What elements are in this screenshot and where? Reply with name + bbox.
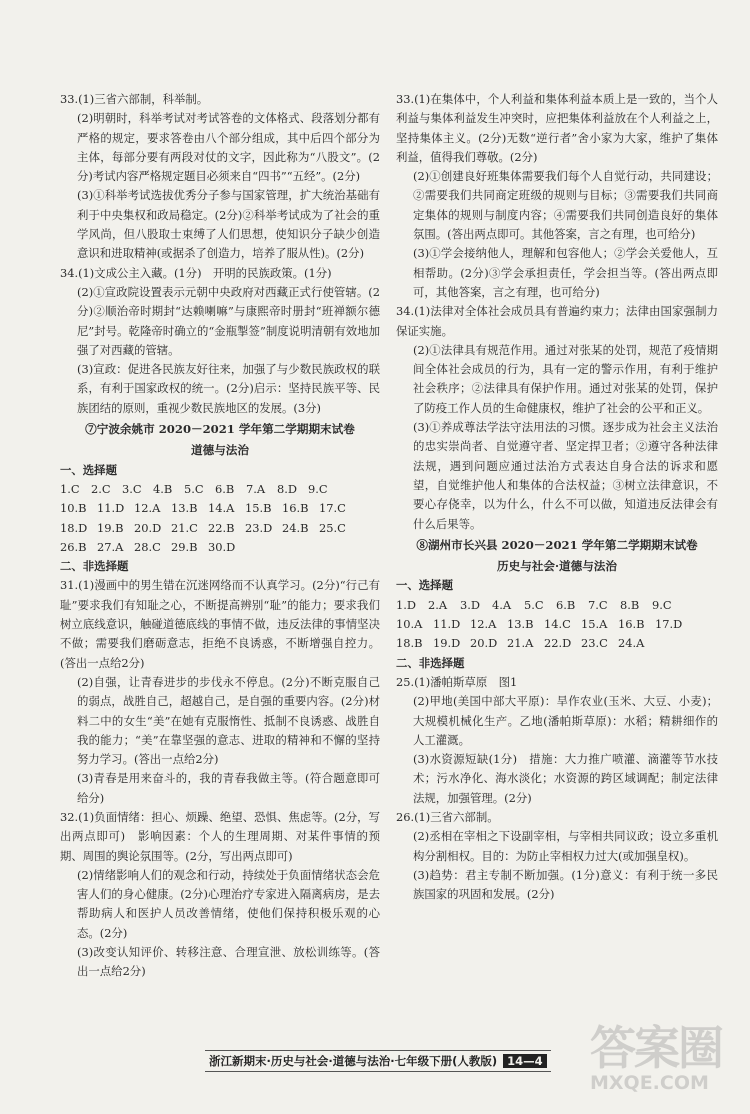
- mc-answer: 21.A: [507, 636, 534, 651]
- q25-part1: 25.(1)潘帕斯草原 图1: [396, 674, 518, 689]
- r-q33-part1: 33.(1)在集体中，个人利益和集体利益本质上是一致的，当个人利益与集体利益发生冲突时，应把集体利益放在个人利益之上，坚持集体主义。(2分)无数“逆行者”舍小家为大家，维护了集体利益，值得我们尊敬。(2分): [396, 92, 718, 164]
- watermark-url: MXQE.COM: [590, 1072, 709, 1094]
- mc-row: [396, 634, 718, 653]
- right-column: [396, 90, 718, 904]
- mc-answer: 8.D: [277, 481, 298, 496]
- watermark-logo: [590, 1012, 740, 1107]
- q25-part2: (2)甲地(美国中部大平原)：旱作农业(玉米、大豆、小麦)；大规模机械化生产。乙地(潘帕斯草原)：水稻；精耕细作的人工灌溉。: [413, 694, 718, 747]
- r-section-open-heading: 二、非选择题: [396, 655, 465, 670]
- q31-part2: (2)自强，让青春进步的步伐永不停息。(2分)不断克服自己的弱点，战胜自己，超越自己，是自强的重要内容。(2分)材料二中的女生“美”在她有克服惰性、抵制不良诱惑、战胜自我的能力；“美”在靠坚强的意志、进取的精神和不懈的坚持努力学习。(答出一点给2分): [77, 674, 380, 767]
- q32-part1: 32.(1)负面情绪：担心、烦躁、绝望、恐惧、焦虑等。(2分，写出两点即可) 影响因素：个人的生理周期、对某件事情的预期、周围的舆论氛围等。(2分，写出两点即可): [60, 809, 380, 863]
- mc-answer: 5.C: [184, 481, 204, 496]
- exam-title-yuyao: ⑦宁波余姚市 2020－2021 学年第二学期期末试卷: [85, 422, 355, 437]
- q31-part1: 31.(1)漫画中的男生错在沉迷网络而不认真学习。(2分)“行己有耻”要求我们有知耻之心，不断提高辨别“耻”的能力；要求我们树立底线意识，触碰道德底线的事情不做，违反法律的事情坚决不做；需要我们磨砺意志，拒绝不良诱惑，不断增强自控力。(答出一点给2分): [60, 578, 380, 670]
- mc-answer: 14.C: [544, 617, 571, 632]
- left-column: [60, 90, 380, 982]
- page-footer: [205, 1050, 551, 1072]
- r-q34-part2: (2)①法律具有规范作用。通过对张某的处罚，规范了疫情期间全体社会成员的行为，具有一定的警示作用，有利于维护社会秩序；②法律具有保护作用。通过对张某的处罚，保护了防疫工作人员的生命健康权，维护了社会的公平和正义。: [413, 342, 718, 415]
- r-q34-part3: (3)①养成尊法学法守法用法的习惯。逐步成为社会主义法治的忠实崇尚者、自觉遵守者、坚定捍卫者；②遵守各种法律法规，遇到问题应通过法治方式表达自身合法的诉求和愿望，自觉维护他人和集体的合法权益；③树立法律意识，不要心存侥幸，以为什么，什么不可以做，知道违反法律会有什么后果等。: [413, 420, 718, 531]
- mc-answer: 19.D: [433, 636, 461, 651]
- q33-part2: (2)明朝时，科举考试对考试答卷的文体格式、段落划分都有严格的规定，要求答卷由八个部分组成，其中后四个部分为主体，每部分要有两段对仗的文字，因此称为“八股文”。(2分)考试内容严格规定题目必须来自“四书”“五经”。(2分): [77, 111, 380, 184]
- q31-part3: (3)青春是用来奋斗的，我的青春我做主等。(符合题意即可给分): [77, 771, 380, 805]
- mc-answer: 7.C: [588, 597, 608, 612]
- mc-row: [60, 519, 380, 538]
- mc-answers: [60, 480, 380, 557]
- q26-part2: (2)丞相在宰相之下设副宰相，与宰相共同议政；设立多重机构分割相权。目的：为防止宰相权力过大(或加强皇权)。: [413, 829, 718, 863]
- mc-answer: 26.B: [60, 539, 87, 554]
- mc-answer: 14.A: [208, 501, 235, 516]
- mc-answer: 11.D: [433, 617, 461, 632]
- mc-answer: 2.C: [91, 481, 111, 496]
- mc-answer: 27.A: [97, 539, 124, 554]
- mc-answer: 7.A: [246, 481, 266, 496]
- mc-answer: 11.D: [97, 501, 125, 516]
- mc-answer: 19.B: [97, 520, 124, 535]
- q34-part2: (2)①宣政院设置表示元朝中央政府对西藏正式行使管辖。(2分)②顺治帝时期封“达赖喇嘛”与康熙帝时册封“班禅额尔德尼”封号。乾隆帝时确立的“金瓶掣签”制度说明清朝有效地加强了对西藏的管辖。: [77, 284, 380, 357]
- footer-page-number: 14—4: [503, 1054, 547, 1068]
- mc-row: [396, 596, 718, 615]
- mc-answer: 9.C: [308, 481, 328, 496]
- mc-row: [60, 538, 380, 557]
- exam-title-changxing: ⑧湖州市长兴县 2020－2021 学年第二学期期末试卷: [416, 537, 698, 552]
- q33-part1: 33.(1)三省六部制，科举制。: [60, 92, 209, 106]
- mc-answer: 12.A: [470, 617, 497, 632]
- mc-row: [60, 499, 380, 518]
- mc-answer: 4.B: [153, 481, 173, 496]
- mc-answer: 20.D: [470, 636, 498, 651]
- q34-part1: 34.(1)文成公主入藏。(1分) 开明的民族政策。(1分): [60, 265, 332, 280]
- mc-answer: 3.C: [122, 481, 142, 496]
- mc-answer: 4.A: [492, 597, 512, 612]
- watermark-text: 答案圈: [590, 1021, 722, 1075]
- mc-answer: 24.A: [618, 636, 645, 651]
- mc-answer: 1.D: [396, 597, 417, 612]
- mc-row: [396, 615, 718, 634]
- mc-answer: 29.B: [171, 539, 198, 554]
- exam-subject-yuyao: 道德与法治: [191, 443, 249, 458]
- mc-answer: 6.B: [556, 597, 576, 612]
- mc-answer: 1.C: [60, 481, 80, 496]
- mc-answer: 2.A: [428, 597, 448, 612]
- section-choice-heading: 一、选择题: [60, 462, 117, 477]
- mc-answer: 10.B: [60, 501, 87, 516]
- mc-answer: 16.B: [282, 501, 309, 516]
- section-open-heading: 二、非选择题: [60, 559, 129, 574]
- mc-answer: 21.C: [171, 520, 198, 535]
- exam-subject-changxing: 历史与社会·道德与法治: [497, 559, 617, 574]
- mc-answer: 24.B: [282, 520, 309, 535]
- mc-answer: 25.C: [319, 520, 346, 535]
- mc-answer: 23.D: [245, 520, 273, 535]
- r-q33-part2: (2)①创建良好班集体需要我们每个人自觉行动，共同建设；②需要我们共同商定班级的规则与目标；③需要我们共同商定集体的规则与制度内容；④需要我们共同创造良好的集体氛围。(答出两点即可。其他答案，言之有理，也可给分): [413, 169, 718, 242]
- mc-answer: 17.D: [655, 617, 683, 632]
- mc-row: [60, 480, 380, 499]
- mc-answer: 13.B: [507, 617, 534, 632]
- r-q34-part1: 34.(1)法律对全体社会成员具有普遍约束力；法律由国家强制力保证实施。: [396, 304, 718, 338]
- mc-answer: 9.C: [652, 597, 672, 612]
- q33-part3: (3)①科举考试选拔优秀分子参与国家管理，扩大统治基础有利于中央集权和政局稳定。(2分)②科举考试成为了社会的重学风尚，但八股取士束缚了人们思想，使知识分子缺少创造意识和进取精神(或据杀了创造力，培养了服从性)。(2分): [77, 188, 380, 261]
- mc-answer: 23.C: [581, 636, 608, 651]
- r-mc-answers: [396, 596, 718, 654]
- mc-answer: 3.D: [460, 597, 481, 612]
- r-section-choice-heading: 一、选择题: [396, 578, 453, 593]
- mc-answer: 18.D: [60, 520, 88, 535]
- q32-part3: (3)改变认知评价、转移注意、合理宣泄、放松训练等。(答出一点给2分): [77, 945, 380, 979]
- q34-part3: (3)宣政：促进各民族友好往来，加强了与少数民族政权的联系，有利于国家政权的统一。(2分)启示：坚持民族平等、民族团结的原则，重视少数民族地区的发展。(3分): [77, 362, 380, 415]
- mc-answer: 28.C: [134, 539, 161, 554]
- mc-answer: 15.A: [581, 617, 608, 632]
- q25-part3: (3)水资源短缺(1分) 措施：大力推广喷灌、滴灌等节水技术；污水净化、海水淡化；水资源的跨区域调配；制定法律法规，加强管理。(2分): [413, 752, 718, 805]
- mc-answer: 20.D: [134, 520, 162, 535]
- q32-part2: (2)情绪影响人们的观念和行动，持续处于负面情绪状态会危害人们的身心健康。(2分)心理治疗专家进入隔离病房，是去帮助病人和医护人员改善情绪，使他们保持积极乐观的心态。(2分): [77, 867, 380, 940]
- mc-answer: 8.B: [620, 597, 640, 612]
- mc-answer: 22.D: [544, 636, 572, 651]
- mc-answer: 30.D: [208, 539, 236, 554]
- mc-answer: 16.B: [618, 617, 645, 632]
- mc-answer: 15.B: [245, 501, 272, 516]
- r-q33-part3: (3)①学会接纳他人，理解和包容他人；②学会关爱他人，互相帮助。(2分)③学会承担责任，学会担当等。(答出两点即可，其他答案，言之有理，也可给分): [413, 246, 718, 299]
- mc-answer: 22.B: [208, 520, 235, 535]
- mc-answer: 12.A: [134, 501, 161, 516]
- footer-book-title: 浙江新期末·历史与社会·道德与法治·七年级下册(人教版): [209, 1054, 498, 1068]
- mc-answer: 10.A: [396, 617, 423, 632]
- q26-part3: (3)趋势：君主专制不断加强。(1分)意义：有利于统一多民族国家的巩固和发展。(2分): [413, 867, 718, 902]
- mc-answer: 6.B: [215, 481, 235, 496]
- mc-answer: 18.B: [396, 636, 423, 651]
- q26-part1: 26.(1)三省六部制。: [396, 809, 499, 824]
- mc-answer: 5.C: [524, 597, 544, 612]
- mc-answer: 13.B: [171, 501, 198, 516]
- mc-answer: 17.C: [319, 501, 346, 516]
